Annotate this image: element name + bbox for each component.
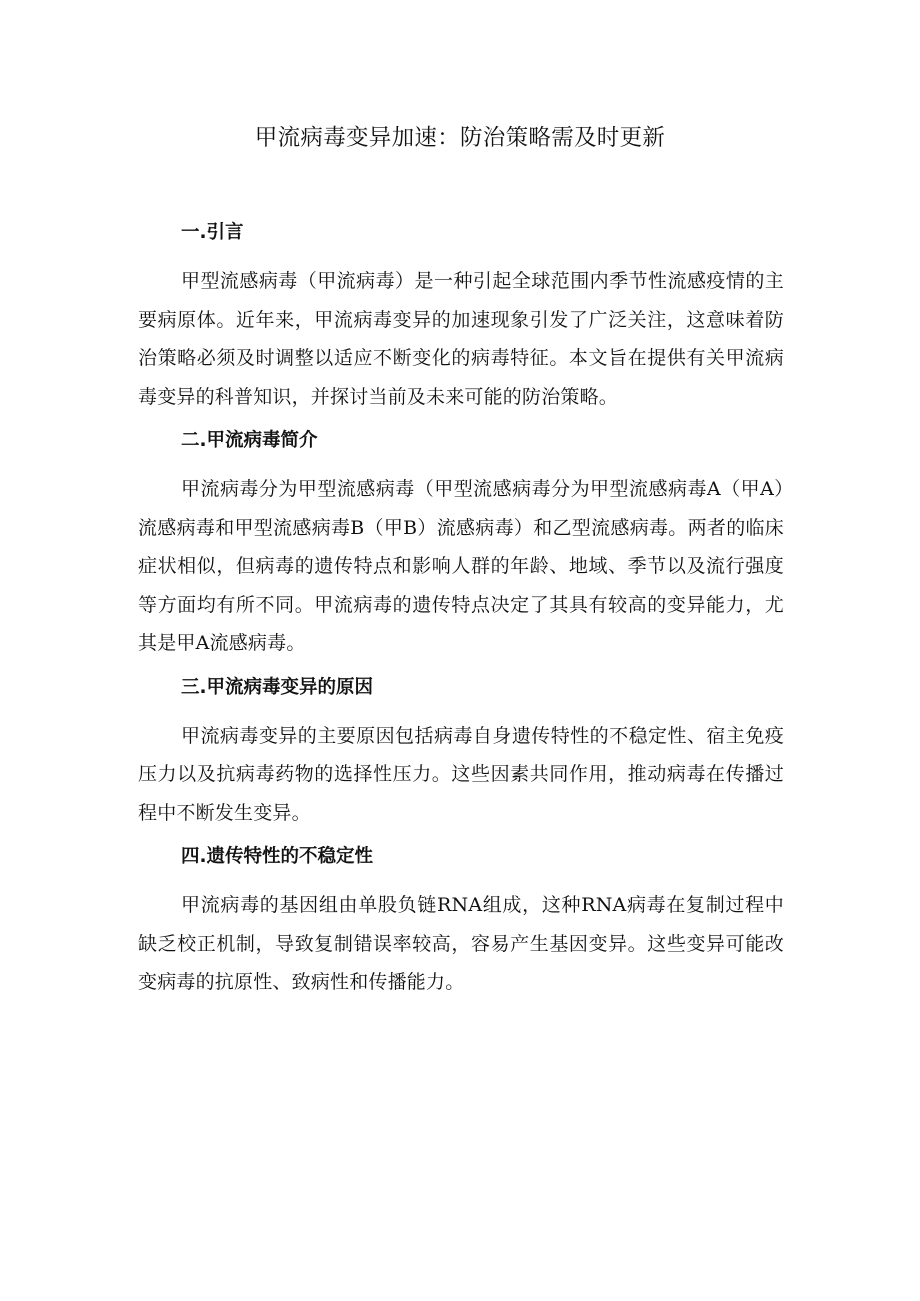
section-paragraph: 甲型流感病毒（甲流病毒）是一种引起全球范围内季节性流感疫情的主要病原体。近年来，甲流病毒变异的加速现象引发了广泛关注，这意味着防治策略必须及时调整以适应不断变化的病毒特征。本文旨在提供有关甲流病毒变异的科普知识，并探讨当前及未来可能的防治策略。 [138, 270, 784, 408]
section-heading: 二.甲流病毒简介 [181, 430, 318, 451]
section-heading: 一.引言 [181, 222, 244, 243]
section-genetic-instability [138, 840, 784, 1002]
section-mutation-causes [138, 671, 784, 833]
section-heading: 四.遗传特性的不稳定性 [181, 846, 374, 867]
section-paragraph: 甲流病毒分为甲型流感病毒（甲型流感病毒分为甲型流感病毒A（甲A）流感病毒和甲型流感病毒B（甲B）流感病毒）和乙型流感病毒。两者的临床症状相似，但病毒的遗传特点和影响人群的年龄、地域、季节以及流行强度等方面均有所不同。甲流病毒的遗传特点决定了其具有较高的变异能力，尤其是甲A流感病毒。 [138, 478, 784, 654]
section-paragraph: 甲流病毒的基因组由单股负链RNA组成，这种RNA病毒在复制过程中缺乏校正机制，导致复制错误率较高，容易产生基因变异。这些变异可能改变病毒的抗原性、致病性和传播能力。 [138, 894, 784, 993]
document-title: 甲流病毒变异加速：防治策略需及时更新 [254, 125, 666, 151]
section-virus-overview [138, 424, 784, 663]
section-paragraph: 甲流病毒变异的主要原因包括病毒自身遗传特性的不稳定性、宿主免疫压力以及抗病毒药物的选择性压力。这些因素共同作用，推动病毒在传播过程中不断发生变异。 [138, 724, 784, 824]
document-body [138, 216, 784, 1010]
section-introduction [138, 216, 784, 416]
section-heading: 三.甲流病毒变异的原因 [181, 676, 374, 698]
